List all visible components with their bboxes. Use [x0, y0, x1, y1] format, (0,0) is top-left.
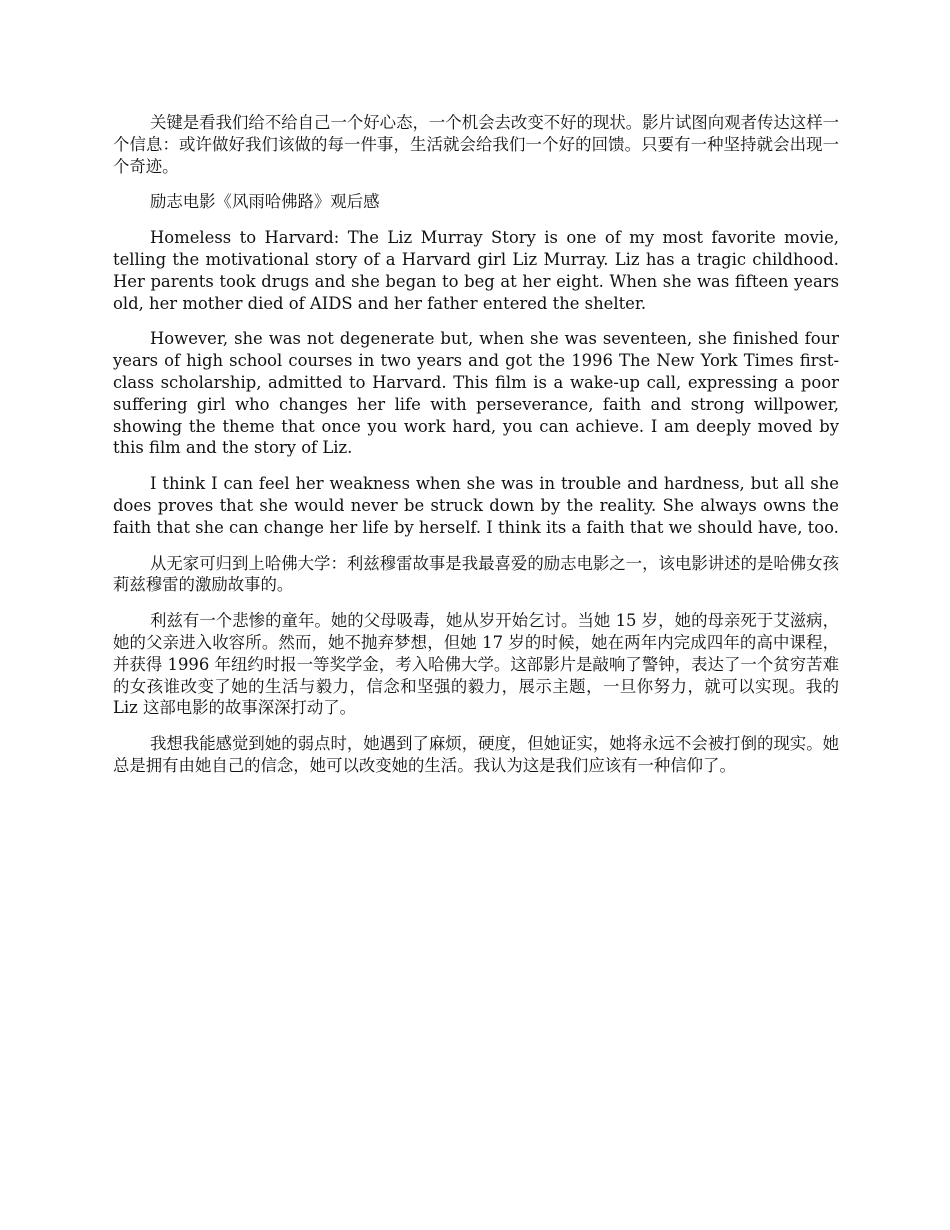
- paragraph-chinese-1: 从无家可归到上哈佛大学：利兹穆雷故事是我最喜爱的励志电影之一，该电影讲述的是哈佛女孩莉兹穆雷的激励故事的。: [113, 553, 839, 595]
- paragraph-english-2: However, she was not degenerate but, when she was seventeen, she finished four years of high school courses in two years and got the 1996 The New York Times first-class scholarship, admitted to Harvard. This film is a wake-up call, expressing a poor suffering girl who changes her life with perseverance, faith and strong willpower, showing the theme that once you work hard, you can achieve. I am deeply moved by this film and the story of Liz.: [113, 329, 839, 458]
- paragraph-intro-chinese: 关键是看我们给不给自己一个好心态，一个机会去改变不好的现状。影片试图向观者传达这样一个信息：或许做好我们该做的每一件事，生活就会给我们一个好的回馈。只要有一种坚持就会出现一个奇迹。: [113, 113, 839, 176]
- paragraph-chinese-2: 利兹有一个悲惨的童年。她的父母吸毒，她从岁开始乞讨。当她 15 岁，她的母亲死于艾滋病，她的父亲进入收容所。然而，她不抛弃梦想，但她 17 岁的时候，她在两年内完成四年的高中课程，并获得 1996 年纽约时报一等奖学金，考入哈佛大学。这部影片是敲响了警钟，表达了一个贫穷苦难的女孩谁改变了她的生活与毅力，信念和坚强的毅力，展示主题，一旦你努力，就可以实现。我的 Liz 这部电影的故事深深打动了。: [113, 611, 839, 718]
- paragraph-chinese-3: 我想我能感觉到她的弱点时，她遇到了麻烦，硬度，但她证实，她将永远不会被打倒的现实。她总是拥有由她自己的信念，她可以改变她的生活。我认为这是我们应该有一种信仰了。: [113, 734, 839, 775]
- paragraph-english-1: Homeless to Harvard: The Liz Murray Story is one of my most favorite movie, telling the motivational story of a Harvard girl Liz Murray. Liz has a tragic childhood. Her parents took drugs and she began to beg at her eight. When she was fifteen years old, her mother died of AIDS and her father entered the shelter.: [113, 228, 839, 313]
- document-page: [113, 112, 839, 791]
- paragraph-english-3: I think I can feel her weakness when she was in trouble and hardness, but all she does proves that she would never be struck down by the reality. She always owns the faith that she can change her life by herself. I think its a faith that we should have, too.: [113, 474, 839, 537]
- document-title: 励志电影《风雨哈佛路》观后感: [150, 192, 380, 212]
